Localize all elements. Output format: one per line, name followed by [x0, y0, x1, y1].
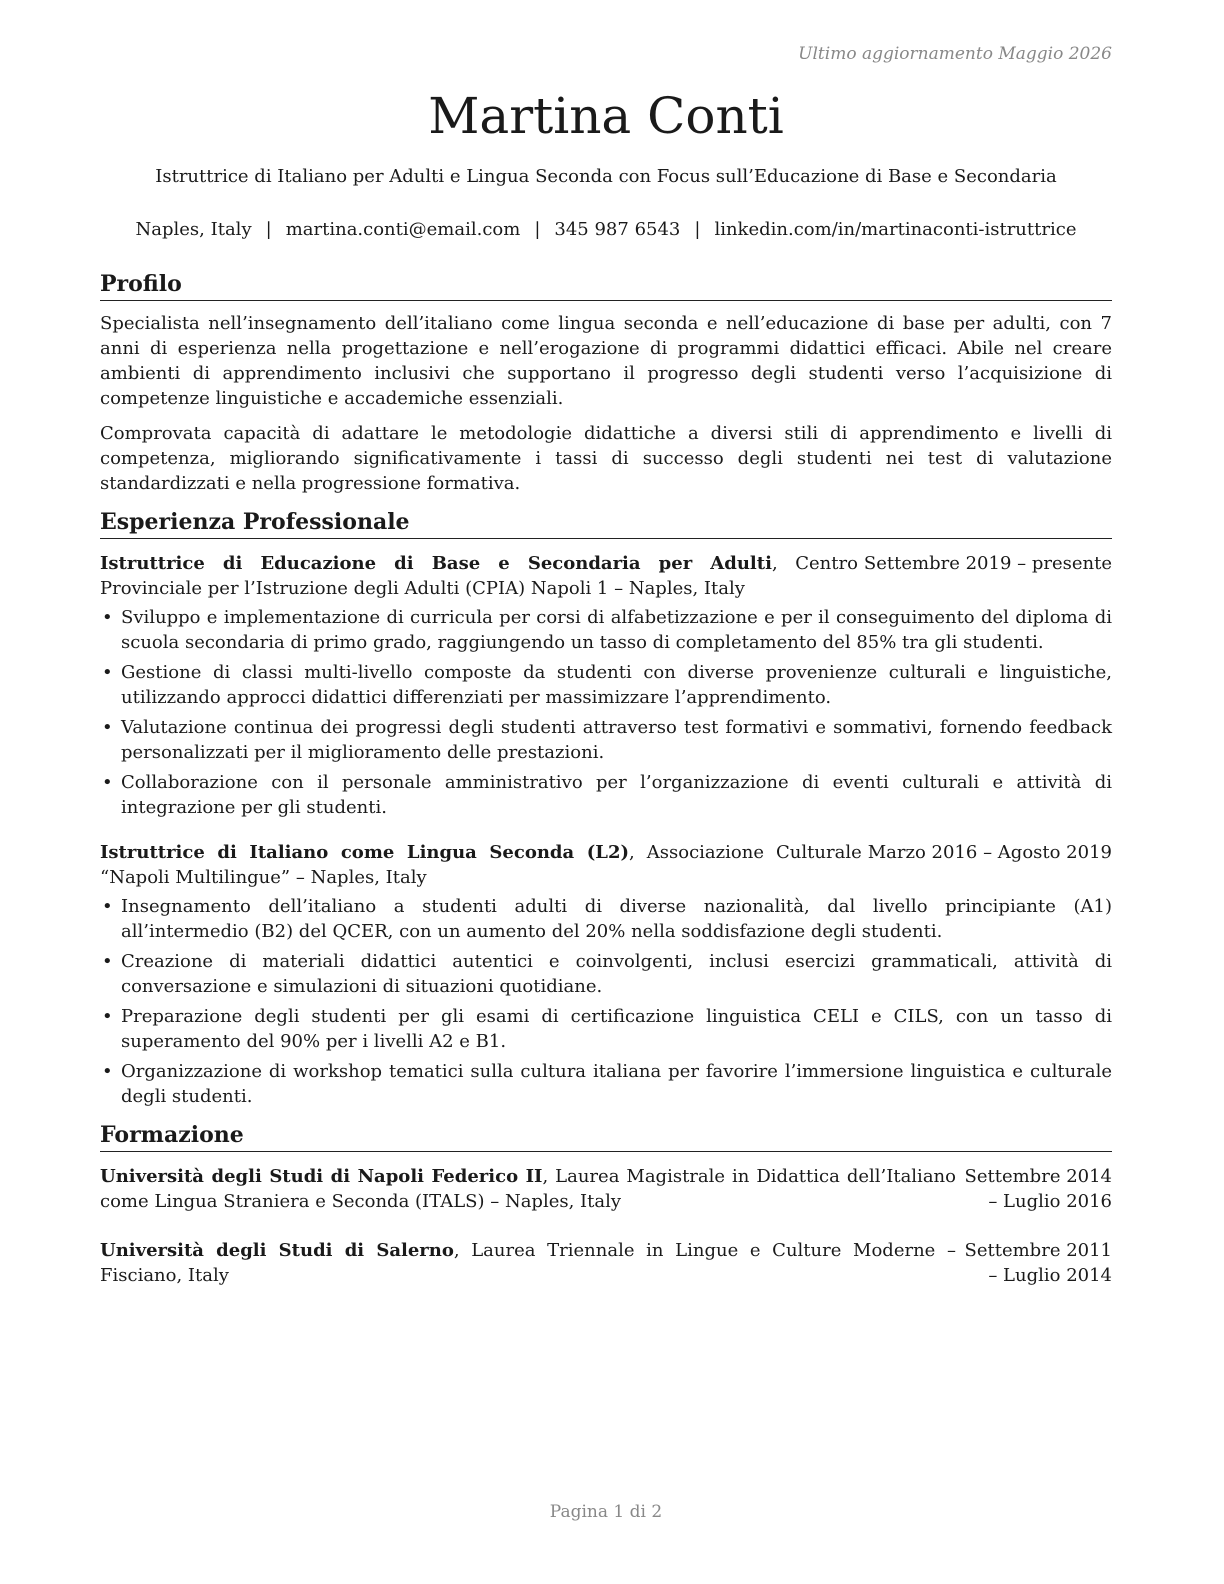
job-bullet: • Gestione di classi multi-livello composte da studenti con diverse provenienze culturali e linguistiche, utilizzando approcci didattici differenziati per massimizzare l’apprendimento. [100, 660, 1112, 710]
job-bullet: • Creazione di materiali didattici autentici e coinvolgenti, inclusi esercizi grammaticali, attività di conversazione e simulazioni di situazioni quotidiane. [100, 949, 1112, 999]
profile-paragraph: Specialista nell’insegnamento dell’italiano come lingua seconda e nell’educazione di base per adulti, con 7 anni di esperienza nella progettazione e nell’erogazione di programmi didattici efficaci. Abile nel creare ambienti di apprendimento inclusivi che supportano il progresso degli studenti verso l’acquisizione di competenze linguistiche e accademiche essenziali. [100, 313, 1112, 409]
job-header [100, 551, 1112, 601]
profile-section [100, 268, 1112, 496]
job-organization: , Associazione Culturale “Napoli Multilingue” – Naples, Italy [100, 842, 862, 888]
education-entry [100, 1164, 1112, 1214]
resume-page [100, 0, 1112, 1584]
education-dates: Settembre 2014 – Luglio 2016 [964, 1166, 1112, 1212]
contact-email[interactable]: martina.conti@email.com [285, 219, 521, 240]
education-degree: , Laurea Magistrale in Didattica dell’Italiano come Lingua Straniera e Seconda (ITALS) – Naples, Italy [100, 1166, 956, 1212]
profile-paragraph: Comprovata capacità di adattare le metodologie didattiche a diversi stili di apprendimento e livelli di competenza, migliorando significativamente i tassi di successo degli studenti nei test di valutazione standardizzati e nella progressione formativa. [100, 423, 1112, 494]
job-title-line [100, 840, 868, 890]
job-dates: Settembre 2019 – presente [863, 553, 1112, 574]
job-role: Istruttrice di Italiano come Lingua Seconda (L2) [100, 842, 629, 863]
contact-separator: | [694, 219, 701, 240]
contact-line [100, 219, 1112, 240]
job-organization: , Centro Provinciale per l’Istruzione degli Adulti (CPIA) Napoli 1 – Naples, Italy [100, 553, 858, 599]
job-bullet: • Organizzazione di workshop tematici sulla cultura italiana per favorire l’immersione linguistica e culturale degli studenti. [100, 1059, 1112, 1109]
job-bullet: • Preparazione degli studenti per gli esami di certificazione linguistica CELI e CILS, con un tasso di superamento del 90% per i livelli A2 e B1. [100, 1004, 1112, 1054]
contact-separator: | [265, 219, 272, 240]
candidate-subtitle: Istruttrice di Italiano per Adulti e Lingua Seconda con Focus sull’Educazione di Base e Secondaria [155, 166, 1057, 187]
education-school: Università degli Studi di Salerno [100, 1240, 454, 1261]
education-degree: , Laurea Triennale in Lingue e Culture Moderne – Fisciano, Italy [100, 1240, 956, 1286]
job-bullets [100, 894, 1112, 1109]
education-title-line [100, 1164, 962, 1214]
job-dates: Marzo 2016 – Agosto 2019 [867, 842, 1112, 863]
education-header [100, 1238, 1112, 1288]
education-title-line [100, 1238, 962, 1288]
job-role: Istruttrice di Educazione di Base e Secondaria per Adulti [100, 553, 772, 574]
job-bullet: • Valutazione continua dei progressi degli studenti attraverso test formativi e sommativi, fornendo feedback personalizzati per il miglioramento delle prestazioni. [100, 715, 1112, 765]
resume-body [100, 268, 1112, 1298]
job-entry [100, 551, 1112, 820]
contact-separator: | [534, 219, 541, 240]
contact-phone[interactable]: 345 987 6543 [554, 219, 681, 240]
job-bullet: • Collaborazione con il personale amministrativo per l’organizzazione di eventi culturali e attività di integrazione per gli studenti. [100, 770, 1112, 820]
section-heading-profile: Profilo [100, 268, 1112, 301]
job-title-line [100, 551, 864, 601]
job-bullets [100, 605, 1112, 820]
job-header [100, 840, 1112, 890]
experience-section [100, 506, 1112, 1109]
last-updated: Ultimo aggiornamento Maggio 2026 [798, 44, 1112, 64]
candidate-name: Martina Conti [428, 87, 784, 145]
section-heading-experience: Esperienza Professionale [100, 506, 1112, 539]
education-school: Università degli Studi di Napoli Federico II [100, 1166, 543, 1187]
job-bullet: • Insegnamento dell’italiano a studenti adulti di diverse nazionalità, dal livello principiante (A1) all’intermedio (B2) del QCER, con un aumento del 20% nella soddisfazione degli studenti. [100, 894, 1112, 944]
job-entry [100, 840, 1112, 1109]
contact-location: Naples, Italy [135, 219, 252, 240]
job-bullet: • Sviluppo e implementazione di curricula per corsi di alfabetizzazione e per il conseguimento del diploma di scuola secondaria di primo grado, raggiungendo un tasso di completamento del 85% tra gli studenti. [100, 605, 1112, 655]
section-heading-education: Formazione [100, 1119, 1112, 1152]
contact-linkedin[interactable]: linkedin.com/in/martinaconti-istruttrice [714, 219, 1077, 240]
education-header [100, 1164, 1112, 1214]
page-number: Pagina 1 di 2 [549, 1502, 663, 1522]
education-dates: Settembre 2011 – Luglio 2014 [964, 1240, 1112, 1286]
education-entry [100, 1238, 1112, 1288]
education-section [100, 1119, 1112, 1288]
